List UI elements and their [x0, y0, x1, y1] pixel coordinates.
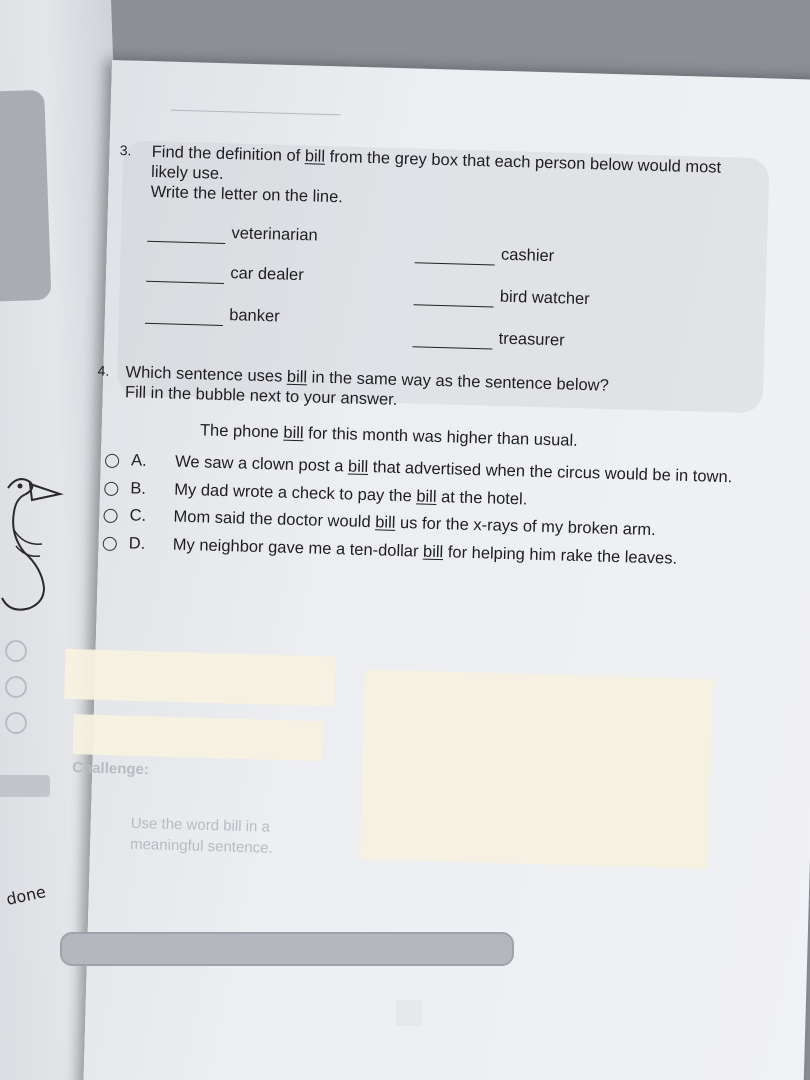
option-d[interactable]: D. My neighbor gave me a ten-dollar bill for helping him rake the leaves.: [102, 534, 748, 572]
match-item: car dealer: [146, 262, 304, 286]
answer-options: [102, 450, 751, 571]
option-c[interactable]: C. Mom said the doctor would bill us for the x-rays of my broken arm.: [103, 506, 749, 544]
answer-bubble[interactable]: [103, 537, 117, 551]
challenge-label: Challenge:: [71, 759, 150, 779]
match-item: cashier: [415, 244, 555, 268]
answer-line[interactable]: [415, 244, 495, 265]
question-instruction: Write the letter on the line.: [150, 182, 344, 206]
option-b[interactable]: B. My dad wrote a check to pay the bill at the hotel.: [104, 478, 750, 516]
question-instruction: Fill in the bubble next to your answer.: [124, 383, 398, 410]
pelican-illustration: [0, 470, 70, 620]
match-item: bird watcher: [414, 286, 590, 311]
question-4: [93, 363, 754, 572]
questions: [97, 142, 759, 580]
example-sentence: The phone bill for this month was higher than usual.: [199, 421, 578, 450]
challenge-prompt: Use the word bill in a meaningful sentence.: [129, 814, 273, 857]
answer-line[interactable]: [414, 286, 494, 307]
answer-bubble[interactable]: [105, 453, 119, 467]
question-number: 3.: [119, 142, 132, 159]
question-number: 4.: [97, 362, 110, 380]
tape-strip: [73, 714, 324, 761]
previous-page-grey-box: [0, 90, 51, 304]
handwritten-note: done: [4, 882, 48, 909]
question-3: [114, 142, 759, 359]
previous-page-tag: [0, 775, 50, 797]
answer-line[interactable]: [412, 328, 492, 349]
match-item: treasurer: [412, 328, 565, 352]
footer-bar: [60, 932, 514, 966]
answer-line[interactable]: [147, 223, 226, 244]
answer-bubble[interactable]: [103, 509, 117, 523]
tape-strip: [64, 649, 335, 707]
match-item: banker: [145, 304, 280, 328]
answer-line[interactable]: [146, 263, 225, 284]
answer-line[interactable]: [145, 305, 224, 326]
date-line: [171, 110, 341, 116]
option-a[interactable]: A. We saw a clown post a bill that advertised when the circus would be in town.: [105, 450, 751, 488]
question-text: Find the definition of bill from the grey box that each person below would most likely use.: [150, 142, 722, 183]
match-item: veterinarian: [147, 222, 318, 247]
tape-strip: [360, 669, 713, 869]
matching-list: [144, 222, 757, 359]
question-text: Which sentence uses bill in the same way as the sentence below?: [125, 363, 610, 396]
page-marker: [396, 1000, 422, 1026]
answer-bubble[interactable]: [104, 481, 118, 495]
previous-page-bubbles: [5, 640, 27, 748]
